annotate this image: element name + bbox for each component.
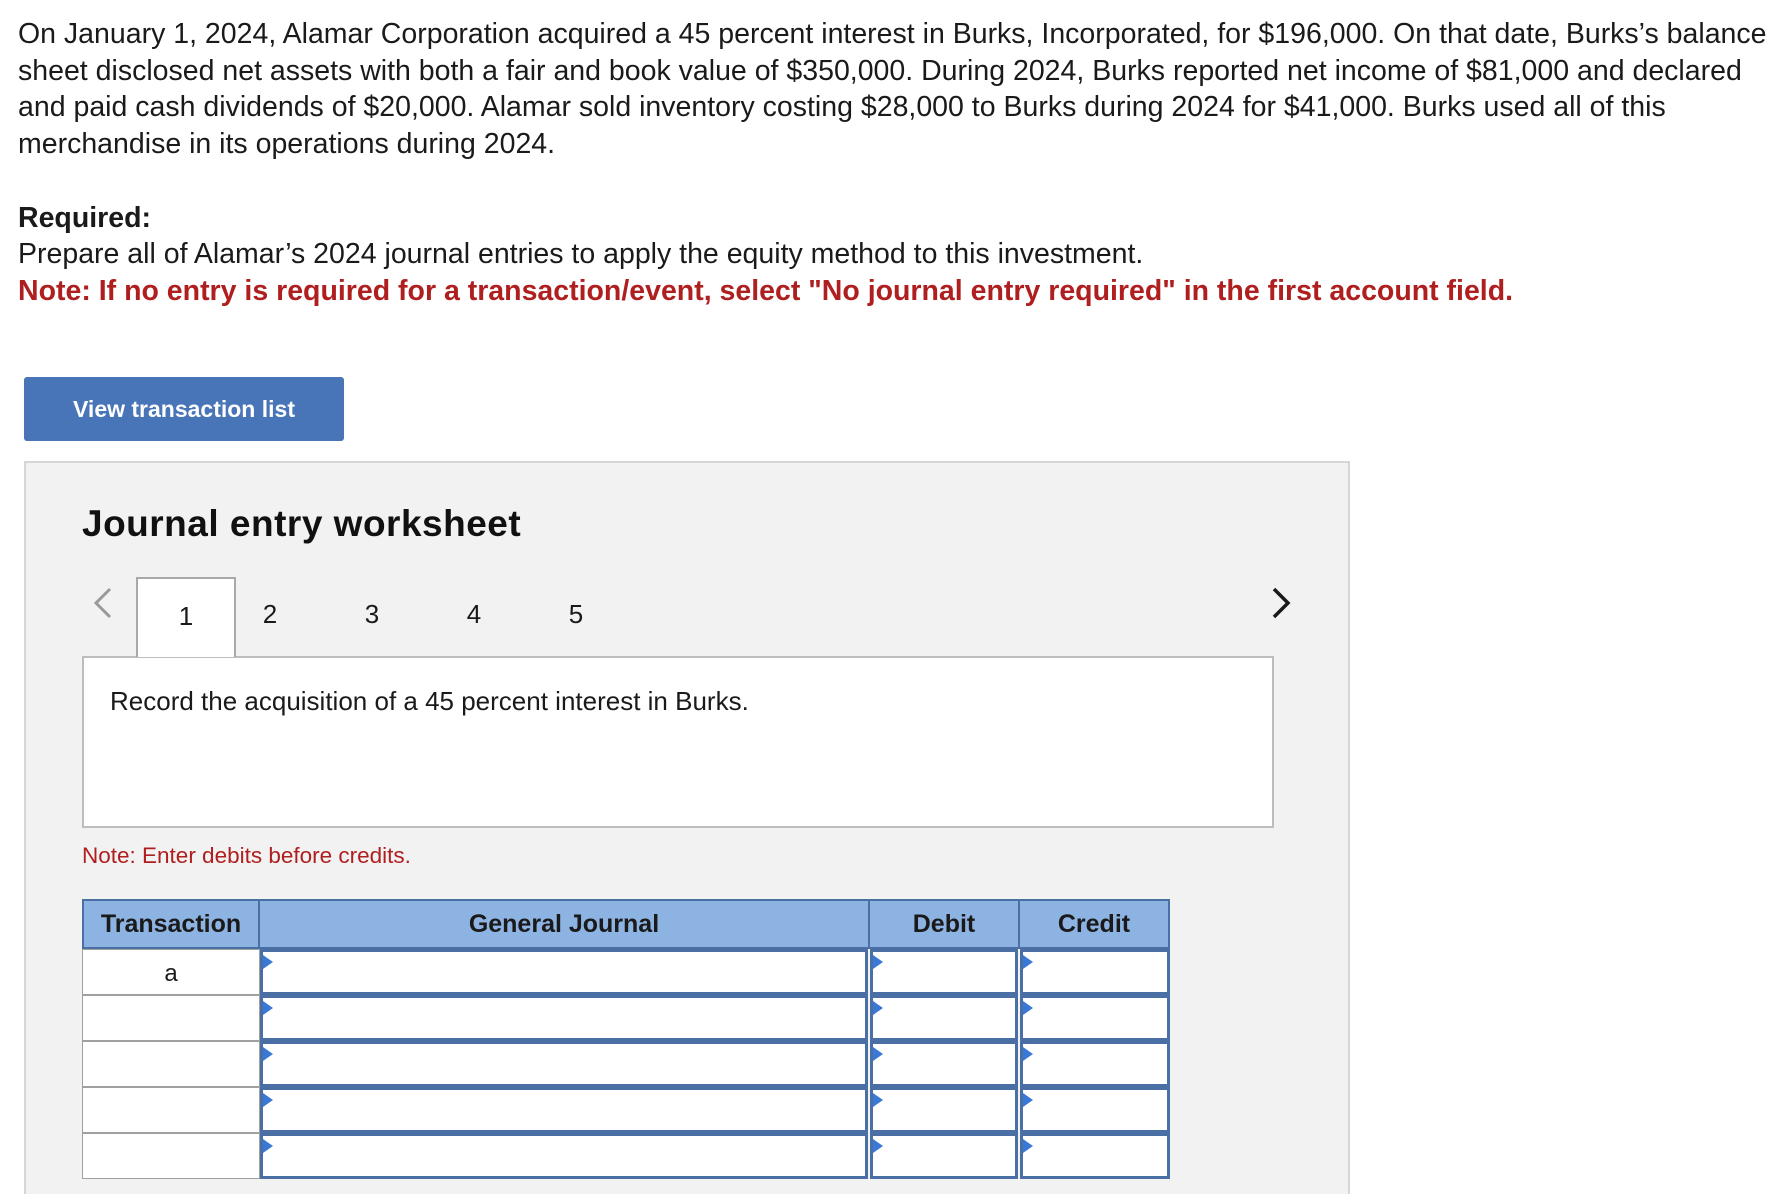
debit-input[interactable] xyxy=(870,1041,1018,1087)
transaction-cell xyxy=(82,1133,260,1179)
dropdown-indicator-icon xyxy=(263,1093,273,1107)
worksheet-title: Journal entry worksheet xyxy=(82,503,522,544)
entry-prompt: Record the acquisition of a 45 percent interest in Burks. xyxy=(110,686,749,716)
transaction-cell xyxy=(82,1041,260,1087)
header-debit: Debit xyxy=(868,899,1020,949)
dropdown-indicator-icon xyxy=(263,1001,273,1015)
tab-2[interactable]: 2 xyxy=(262,599,278,629)
next-entry-button[interactable] xyxy=(1266,583,1296,623)
account-dropdown[interactable] xyxy=(260,1087,868,1133)
transaction-cell xyxy=(82,1087,260,1133)
dropdown-indicator-icon xyxy=(263,955,273,969)
input-indicator-icon xyxy=(873,1139,883,1153)
input-indicator-icon xyxy=(1023,1093,1033,1107)
credit-input[interactable] xyxy=(1020,949,1170,995)
debit-input[interactable] xyxy=(870,949,1018,995)
entry-prompt-box xyxy=(82,656,1274,828)
chevron-left-icon xyxy=(88,583,118,623)
header-transaction: Transaction xyxy=(82,899,260,949)
dropdown-indicator-icon xyxy=(263,1139,273,1153)
required-note: Note: If no entry is required for a transaction/event, select "No journal entry required" in the first account field. xyxy=(18,275,1514,307)
view-transaction-list-button[interactable]: View transaction list xyxy=(24,377,344,441)
input-indicator-icon xyxy=(1023,1001,1033,1015)
table-row xyxy=(82,949,1172,995)
account-dropdown[interactable] xyxy=(260,949,868,995)
account-dropdown[interactable] xyxy=(260,995,868,1041)
account-dropdown[interactable] xyxy=(260,1133,868,1179)
input-indicator-icon xyxy=(1023,1047,1033,1061)
credit-input[interactable] xyxy=(1020,1133,1170,1179)
debit-input[interactable] xyxy=(870,1133,1018,1179)
input-indicator-icon xyxy=(873,955,883,969)
table-row xyxy=(82,995,1172,1041)
general-journal-table xyxy=(82,899,1172,1191)
required-heading: Required: xyxy=(18,202,152,234)
debit-input[interactable] xyxy=(870,995,1018,1041)
account-dropdown[interactable] xyxy=(260,1041,868,1087)
tab-4[interactable]: 4 xyxy=(466,599,482,629)
table-row xyxy=(82,1087,1172,1133)
required-instructions: Prepare all of Alamar’s 2024 journal entries to apply the equity method to this investment. xyxy=(18,238,1144,270)
header-general-journal: General Journal xyxy=(258,899,870,949)
problem-statement: On January 1, 2024, Alamar Corporation acquired a 45 percent interest in Burks, Incorporated, for $196,000. On that date, Burks’s balance sheet disclosed net assets with both a fair and book value of $350,000. During 2024, Burks reported net income of $81,000 and declared and paid cash dividends of $20,000. Alamar sold inventory costing $28,000 to Burks during 2024 for $41,000. Burks used all of this merchandise in its operations during 2024. xyxy=(18,18,1767,160)
table-row xyxy=(82,1133,1172,1179)
previous-entry-button[interactable] xyxy=(88,583,118,623)
journal-entry-worksheet xyxy=(24,461,1350,1194)
dropdown-indicator-icon xyxy=(263,1047,273,1061)
tab-5[interactable]: 5 xyxy=(568,599,584,629)
tab-3[interactable]: 3 xyxy=(364,599,380,629)
tab-1[interactable]: 1 xyxy=(136,577,236,657)
chevron-right-icon xyxy=(1266,583,1296,623)
credit-input[interactable] xyxy=(1020,1087,1170,1133)
input-indicator-icon xyxy=(1023,955,1033,969)
input-indicator-icon xyxy=(873,1001,883,1015)
transaction-cell: a xyxy=(82,949,260,995)
debit-credit-note: Note: Enter debits before credits. xyxy=(82,843,411,868)
header-credit: Credit xyxy=(1018,899,1170,949)
credit-input[interactable] xyxy=(1020,1041,1170,1087)
transaction-cell xyxy=(82,995,260,1041)
input-indicator-icon xyxy=(873,1047,883,1061)
input-indicator-icon xyxy=(873,1093,883,1107)
table-row xyxy=(82,1041,1172,1087)
credit-input[interactable] xyxy=(1020,995,1170,1041)
input-indicator-icon xyxy=(1023,1139,1033,1153)
debit-input[interactable] xyxy=(870,1087,1018,1133)
